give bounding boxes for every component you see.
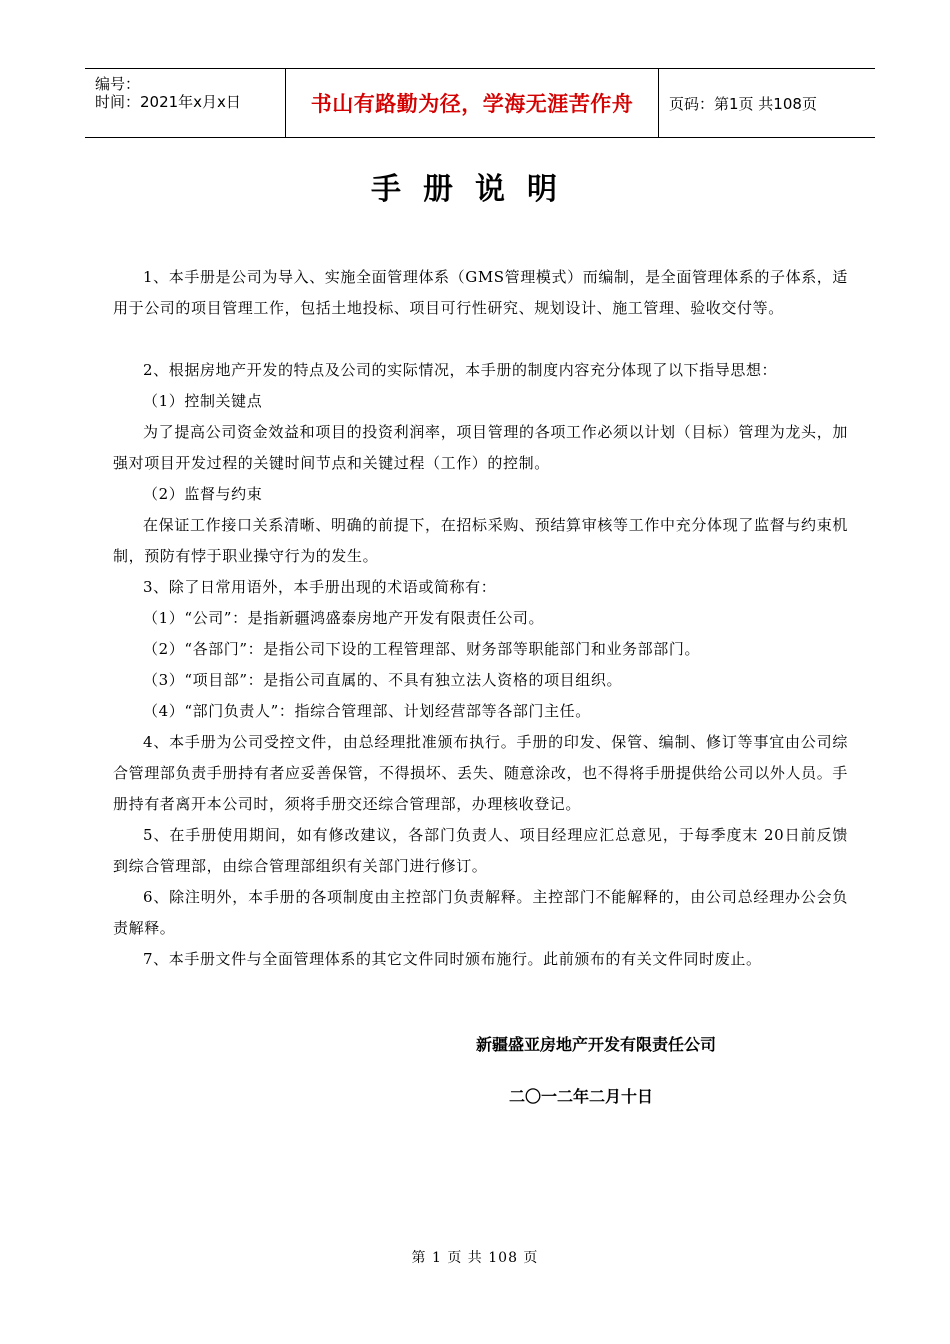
term-department-head: （4）“部门负责人”：指综合管理部、计划经营部等各部门主任。 [143, 702, 591, 720]
paragraph-5: 5、在手册使用期间，如有修改建议，各部门负责人、项目经理应汇总意见，于每季度末 20日前反馈到综合管理部，由综合管理部组织有关部门进行修订。 [113, 826, 848, 875]
page-code: 页码：第1页 共108页 [669, 94, 817, 113]
header-info-cell [85, 69, 286, 137]
paragraph-1: 1、本手册是公司为导入、实施全面管理体系（GMS管理模式）而编制，是全面管理体系的子体系，适用于公司的项目管理工作，包括土地投标、项目可行性研究、规划设计、施工管理、验收交付等。 [113, 268, 848, 317]
document-time-label: 时间：2021年x月x日 [95, 93, 241, 111]
term-company: （1）“公司”：是指新疆鸿盛泰房地产开发有限责任公司。 [143, 609, 545, 627]
document-number-label: 编号： [95, 75, 141, 93]
term-departments: （2）“各部门”：是指公司下设的工程管理部、财务部等职能部门和业务部部门。 [143, 640, 701, 658]
paragraph-supervision-detail: 在保证工作接口关系清晰、明确的前提下，在招标采购、预结算审核等工作中充分体现了监督与约束机制，预防有悖于职业操守行为的发生。 [113, 516, 848, 565]
page-title: 手册说明 [371, 172, 579, 207]
paragraph-3: 3、除了日常用语外，本手册出现的术语或简称有： [143, 578, 497, 596]
header-page-cell [659, 69, 875, 137]
signature-company: 新疆盛亚房地产开发有限责任公司 [476, 1035, 717, 1054]
signature-date: 二〇一二年二月十日 [509, 1087, 654, 1106]
header-table [85, 68, 875, 138]
paragraph-control-detail: 为了提高公司资金效益和项目的投资利润率，项目管理的各项工作必须以计划（目标）管理为龙头，加强对项目开发过程的关键时间节点和关键过程（工作）的控制。 [113, 423, 848, 472]
paragraph-6: 6、除注明外，本手册的各项制度由主控部门负责解释。主控部门不能解释的，由公司总经理办公会负责解释。 [113, 888, 848, 937]
motto-text: 书山有路勤为径，学海无涯苦作舟 [310, 92, 634, 116]
term-project-department: （3）“项目部”：是指公司直属的、不具有独立法人资格的项目组织。 [143, 671, 623, 689]
subheading-supervision: （2）监督与约束 [143, 485, 263, 503]
page-footer: 第 1 页 共 108 页 [411, 1250, 539, 1266]
paragraph-2: 2、根据房地产开发的特点及公司的实际情况，本手册的制度内容充分体现了以下指导思想： [143, 361, 778, 379]
paragraph-4: 4、本手册为公司受控文件，由总经理批准颁布执行。手册的印发、保管、编制、修订等事宜由公司综合管理部负责手册持有者应妥善保管，不得损坏、丢失、随意涂改，也不得将手册提供给公司以外人员。手册持有者离开本公司时，须将手册交还综合管理部，办理核收登记。 [113, 733, 848, 813]
header-motto-cell [286, 69, 659, 137]
paragraph-7: 7、本手册文件与全面管理体系的其它文件同时颁布施行。此前颁布的有关文件同时废止。 [143, 950, 762, 968]
subheading-control-key-points: （1）控制关键点 [143, 392, 263, 410]
